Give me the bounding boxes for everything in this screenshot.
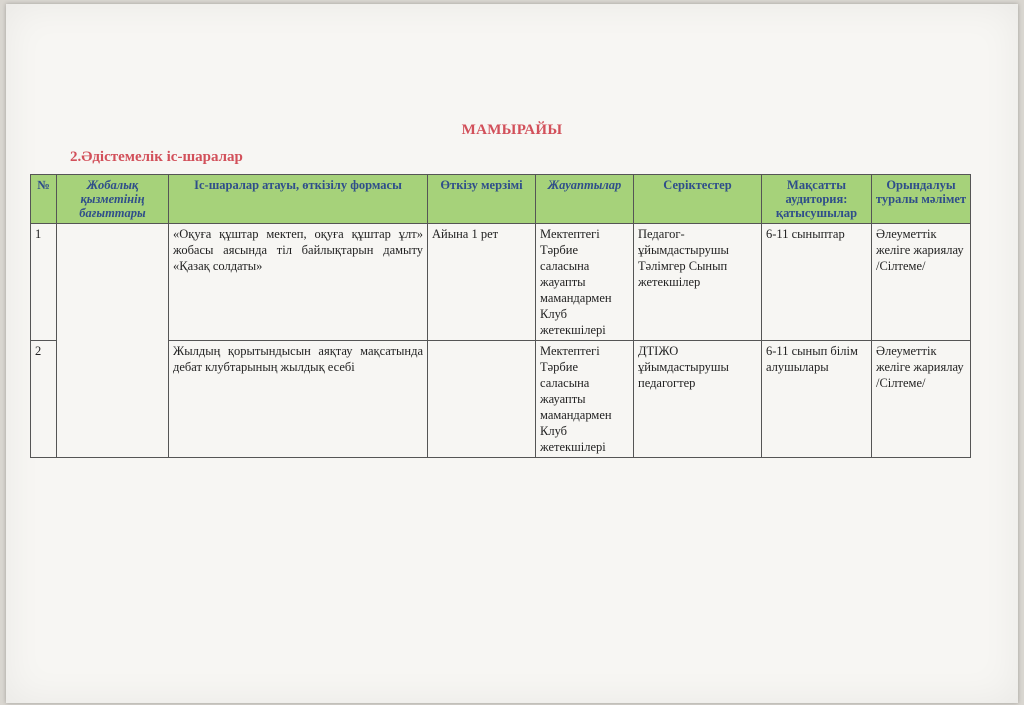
row-audience: 6-11 сыныптар <box>762 224 872 341</box>
row-partners: Педагог-ұйымдастырушы Тәлімгер Сынып жетекшілер <box>634 224 762 341</box>
events-table <box>30 174 971 458</box>
table-row <box>31 341 971 458</box>
header-direction: Жобалық қызметінің бағыттары <box>57 175 169 224</box>
header-event: Іс-шаралар атауы, өткізілу формасы <box>169 175 428 224</box>
row-info: Әлеуметтік желіге жариялау /Сілтеме/ <box>872 341 971 458</box>
section-title: 2.Әдістемелік іс-шаралар <box>70 149 243 165</box>
row-term <box>428 341 536 458</box>
row-number: 1 <box>31 224 57 341</box>
header-term: Өткізу мерзімі <box>428 175 536 224</box>
row-responsible: Мектептегі Тәрбие саласына жауапты мамандармен Клуб жетекшілері <box>536 341 634 458</box>
header-number: № <box>31 175 57 224</box>
header-responsible: Жауаптылар <box>536 175 634 224</box>
header-audience: Мақсатты аудитория: қатысушылар <box>762 175 872 224</box>
header-partners: Серіктестер <box>634 175 762 224</box>
table-row <box>31 224 971 341</box>
row-event: Жылдың қорытындысын аяқтау мақсатында дебат клубтарының жылдық есебі <box>169 341 428 458</box>
row-term: Айына 1 рет <box>428 224 536 341</box>
page-title: МАМЫРАЙЫ <box>461 122 563 138</box>
row-partners: ДТІЖО ұйымдастырушы педагогтер <box>634 341 762 458</box>
row-info: Әлеуметтік желіге жариялау /Сілтеме/ <box>872 224 971 341</box>
row-direction <box>57 224 169 458</box>
row-event: «Оқуға құштар мектеп, оқуға құштар ұлт» жобасы аясында тіл байлықтарын дамыту «Қазақ солдаты» <box>169 224 428 341</box>
row-responsible: Мектептегі Тәрбие саласына жауапты мамандармен Клуб жетекшілері <box>536 224 634 341</box>
row-number: 2 <box>31 341 57 458</box>
table-header-row <box>31 175 971 224</box>
row-audience: 6-11 сынып білім алушылары <box>762 341 872 458</box>
header-info: Орындалуы туралы мәлімет <box>872 175 971 224</box>
